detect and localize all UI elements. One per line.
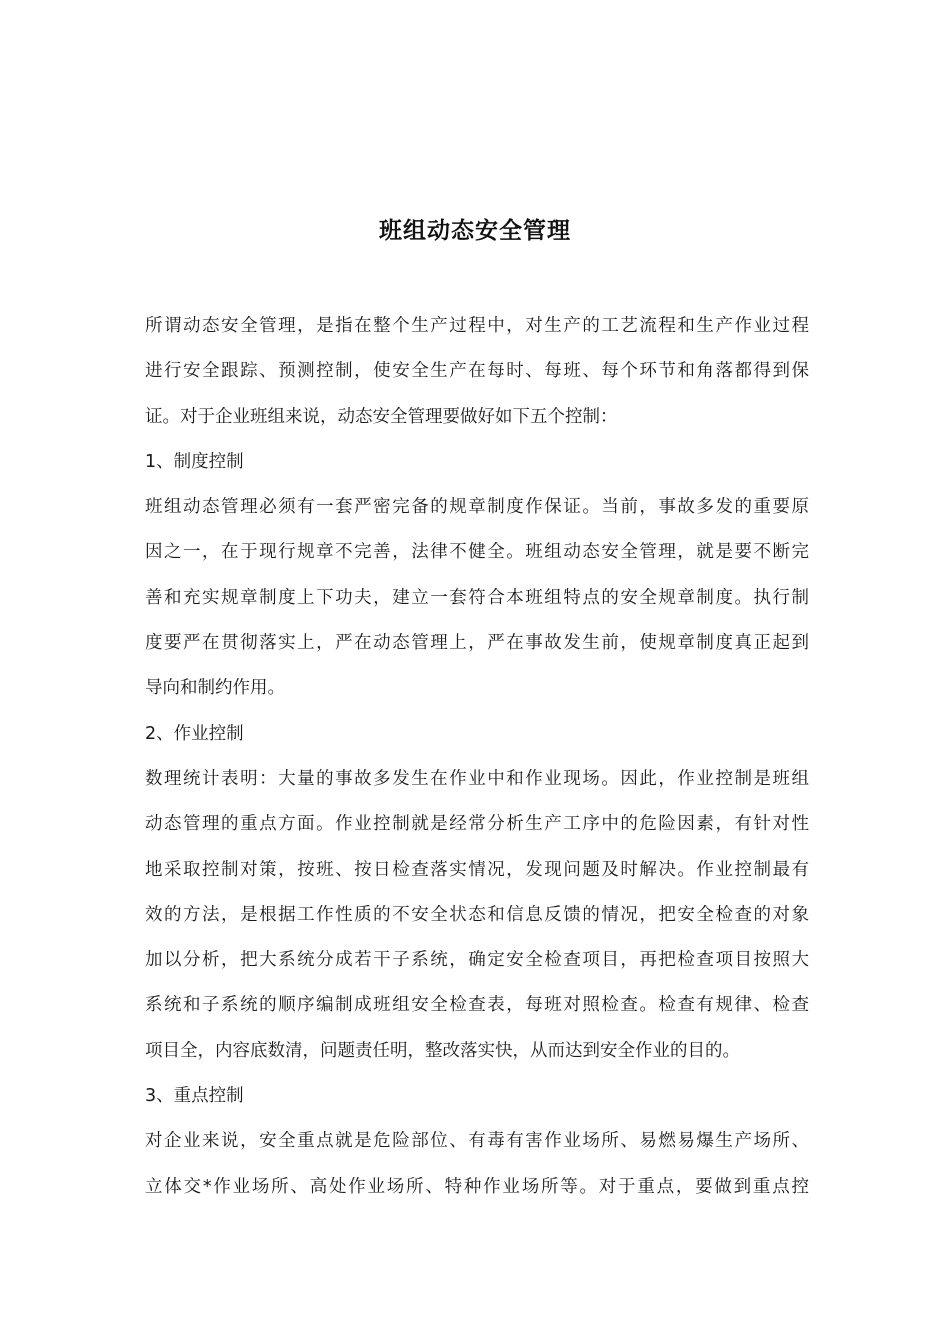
paragraph-line: 导向和制约作用。 (145, 678, 285, 699)
paragraph-line: 进行安全跟踪、预测控制，使安全生产在每时、每班、每个环节和角落都得到保 (145, 361, 809, 382)
paragraph-line: 善和充实规章制度上下功夫，建立一套符合本班组特点的安全规章制度。执行制 (145, 587, 809, 608)
paragraph-line: 对企业来说，安全重点就是危险部位、有毒有害作业场所、易燃易爆生产场所、 (145, 1131, 809, 1152)
section-heading-2: 2、作业控制 (145, 723, 244, 744)
paragraph-line: 动态管理的重点方面。作业控制就是经常分析生产工序中的危险因素，有针对性 (145, 814, 809, 835)
paragraph-line: 班组动态管理必须有一套严密完备的规章制度作保证。当前，事故多发的重要原 (145, 497, 809, 518)
paragraph-line: 度要严在贯彻落实上，严在动态管理上，严在事故发生前，使规章制度真正起到 (145, 633, 809, 654)
document-title: 班组动态安全管理 (379, 218, 571, 244)
section-heading-1: 1、制度控制 (145, 451, 244, 472)
paragraph-line: 立体交*作业场所、高处作业场所、特种作业场所等。对于重点，要做到重点控 (145, 1176, 809, 1197)
paragraph-line: 数理统计表明：大量的事故多发生在作业中和作业现场。因此，作业控制是班组 (145, 768, 809, 789)
paragraph-line: 所谓动态安全管理，是指在整个生产过程中，对生产的工艺流程和生产作业过程 (145, 316, 809, 336)
section-heading-3: 3、重点控制 (145, 1086, 244, 1107)
paragraph-line: 项目全，内容底数清，问题责任明，整改落实快，从而达到安全作业的目的。 (145, 1040, 740, 1061)
paragraph-line: 因之一，在于现行规章不完善，法律不健全。班组动态安全管理，就是要不断完 (145, 542, 809, 563)
paragraph-line: 证。对于企业班组来说，动态安全管理要做好如下五个控制： (145, 406, 618, 427)
paragraph-line: 地采取控制对策，按班、按日检查落实情况，发现问题及时解决。作业控制最有 (145, 859, 809, 880)
paragraph-line: 系统和子系统的顺序编制成班组安全检查表，每班对照检查。检查有规律、检查 (145, 995, 809, 1016)
paragraph-line: 加以分析，把大系统分成若干子系统，确定安全检查项目，再把检查项目按照大 (145, 950, 809, 971)
paragraph-line: 效的方法，是根据工作性质的不安全状态和信息反馈的情况，把安全检查的对象 (145, 904, 809, 925)
document-body (145, 304, 809, 1210)
